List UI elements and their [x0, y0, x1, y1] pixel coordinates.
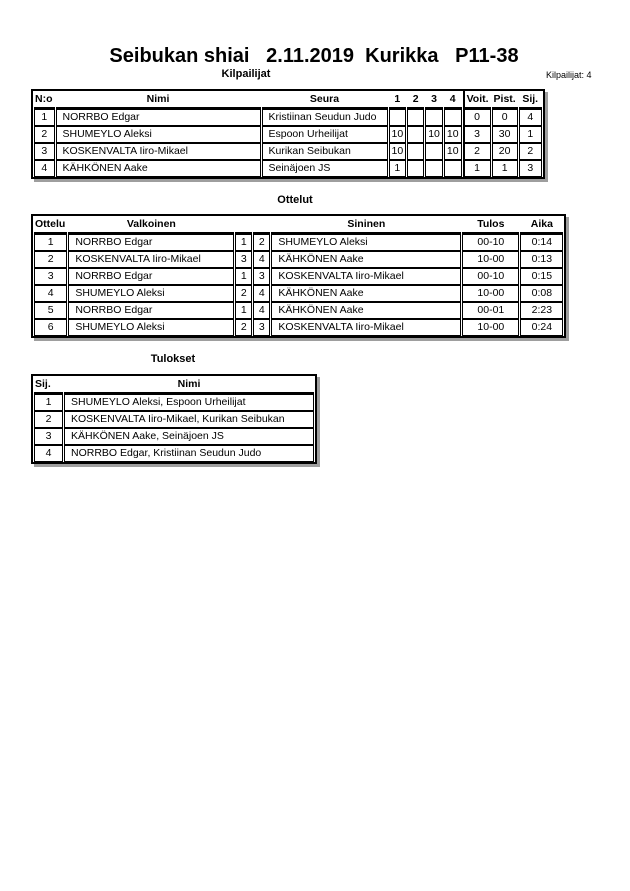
table-cell [407, 109, 424, 126]
table-cell: 1 [235, 268, 252, 285]
table-cell: KÄHKÖNEN Aake, Seinäjoen JS [64, 428, 314, 445]
table-cell: KÄHKÖNEN Aake [271, 285, 461, 302]
table-cell: 4 [34, 285, 67, 302]
table-cell: KOSKENVALTA Iiro-Mikael [271, 268, 461, 285]
table-cell: 6 [34, 319, 67, 336]
table-cell: 3 [34, 428, 63, 445]
table-cell: 0:14 [520, 234, 563, 251]
table-cell: 30 [492, 126, 518, 143]
table-row [34, 251, 563, 268]
table-cell: 3 [34, 268, 67, 285]
table-cell [407, 126, 424, 143]
table-cell: 1 [235, 234, 252, 251]
table-cell: KOSKENVALTA Iiro-Mikael [271, 319, 461, 336]
table-cell: 10 [389, 126, 407, 143]
table-header-row [34, 91, 542, 109]
column-header-no: N:o [34, 91, 55, 109]
table-cell: NORRBO Edgar [68, 302, 234, 319]
table-cell: 1 [492, 160, 518, 177]
table-cell: 1 [34, 234, 67, 251]
column-header-place: Sij. [34, 376, 63, 394]
table-cell [425, 109, 443, 126]
column-header-score: Tulos [462, 216, 519, 234]
column-header-club: Seura [262, 91, 388, 109]
table-cell: 4 [34, 160, 55, 177]
matches-heading: Ottelut [277, 194, 313, 206]
competitors-table-grid [33, 91, 543, 177]
table-row [34, 428, 314, 445]
column-header-opp2: 2 [407, 91, 424, 109]
table-cell [407, 160, 424, 177]
column-header-name: Nimi [56, 91, 261, 109]
table-row [34, 445, 314, 462]
column-header-points: Pist. [492, 91, 518, 109]
table-row [34, 160, 542, 177]
table-cell: SHUMEYLO Aleksi [68, 285, 234, 302]
table-cell [444, 160, 462, 177]
column-header-opp4: 4 [444, 91, 462, 109]
column-header-name: Nimi [64, 376, 314, 394]
column-header-white-number [235, 216, 252, 234]
table-cell: 0 [463, 109, 491, 126]
table-row [34, 302, 563, 319]
table-cell: 10-00 [462, 319, 519, 336]
table-cell: 10-00 [462, 285, 519, 302]
page-title: Seibukan shiai 2.11.2019 Kurikka P11-38 [109, 45, 519, 67]
table-cell: 2 [34, 251, 67, 268]
table-cell: 5 [34, 302, 67, 319]
table-cell: 1 [463, 160, 491, 177]
table-cell: NORRBO Edgar [68, 268, 234, 285]
table-cell: 2:23 [520, 302, 563, 319]
table-cell: KOSKENVALTA Iiro-Mikael [68, 251, 234, 268]
table-cell: Seinäjoen JS [262, 160, 388, 177]
column-header-match: Ottelu [34, 216, 67, 234]
table-header-row [34, 376, 314, 394]
column-header-place: Sij. [519, 91, 542, 109]
table-cell: 10 [425, 126, 443, 143]
table-cell: 2 [463, 143, 491, 160]
table-cell: KÄHKÖNEN Aake [56, 160, 261, 177]
table-cell: 10 [444, 143, 462, 160]
table-row [34, 394, 314, 411]
column-header-blue-number [253, 216, 270, 234]
competitors-table [31, 89, 545, 179]
table-cell: 2 [34, 126, 55, 143]
table-cell: 00-01 [462, 302, 519, 319]
table-cell: 1 [235, 302, 252, 319]
table-cell: 1 [34, 394, 63, 411]
table-cell: KOSKENVALTA Iiro-Mikael, Kurikan Seibukan [64, 411, 314, 428]
table-row [34, 143, 542, 160]
table-row [34, 126, 542, 143]
table-cell: 1 [519, 126, 542, 143]
column-header-opp3: 3 [425, 91, 443, 109]
table-cell: 1 [389, 160, 407, 177]
table-row [34, 109, 542, 126]
table-cell: 4 [253, 302, 270, 319]
table-cell: 2 [253, 234, 270, 251]
table-cell: 3 [253, 319, 270, 336]
table-cell: 4 [519, 109, 542, 126]
table-cell [425, 160, 443, 177]
table-cell: SHUMEYLO Aleksi [56, 126, 261, 143]
column-header-opp1: 1 [389, 91, 407, 109]
results-table-grid [33, 376, 315, 462]
table-cell: KOSKENVALTA Iiro-Mikael [56, 143, 261, 160]
table-cell: 2 [519, 143, 542, 160]
table-cell: 10 [389, 143, 407, 160]
table-cell [425, 143, 443, 160]
table-cell: 4 [253, 251, 270, 268]
table-cell: 4 [34, 445, 63, 462]
column-header-wins: Voit. [463, 91, 491, 109]
table-header-row [34, 216, 563, 234]
table-cell: 3 [34, 143, 55, 160]
table-cell: Kristiinan Seudun Judo [262, 109, 388, 126]
table-cell: 3 [519, 160, 542, 177]
table-cell: SHUMEYLO Aleksi [68, 319, 234, 336]
table-cell: 10-00 [462, 251, 519, 268]
results-table [31, 374, 317, 464]
table-cell: 3 [253, 268, 270, 285]
table-cell: 3 [235, 251, 252, 268]
results-heading: Tulokset [150, 353, 196, 365]
table-cell: 2 [34, 411, 63, 428]
table-row [34, 285, 563, 302]
table-cell: 3 [463, 126, 491, 143]
table-cell: Espoon Urheilijat [262, 126, 388, 143]
table-cell [389, 109, 407, 126]
table-cell: 2 [235, 319, 252, 336]
table-cell: 1 [34, 109, 55, 126]
matches-table [31, 214, 566, 338]
table-cell [407, 143, 424, 160]
table-cell: 10 [444, 126, 462, 143]
table-cell: 0 [492, 109, 518, 126]
table-row [34, 268, 563, 285]
table-cell: 00-10 [462, 234, 519, 251]
table-cell: Kurikan Seibukan [262, 143, 388, 160]
table-cell: NORRBO Edgar, Kristiinan Seudun Judo [64, 445, 314, 462]
table-cell: NORRBO Edgar [68, 234, 234, 251]
table-cell: 0:13 [520, 251, 563, 268]
table-cell: 0:24 [520, 319, 563, 336]
table-cell: NORRBO Edgar [56, 109, 261, 126]
table-cell: KÄHKÖNEN Aake [271, 251, 461, 268]
table-cell: KÄHKÖNEN Aake [271, 302, 461, 319]
table-row [34, 319, 563, 336]
table-row [34, 234, 563, 251]
table-cell: 00-10 [462, 268, 519, 285]
table-cell: 0:08 [520, 285, 563, 302]
table-cell: SHUMEYLO Aleksi [271, 234, 461, 251]
competitors-count: Kilpailijat: 4 [546, 70, 592, 80]
column-header-time: Aika [520, 216, 563, 234]
table-row [34, 411, 314, 428]
table-cell: 20 [492, 143, 518, 160]
column-header-white: Valkoinen [68, 216, 234, 234]
column-header-blue: Sininen [271, 216, 461, 234]
table-cell: 2 [235, 285, 252, 302]
competitors-heading: Kilpailijat [221, 68, 271, 80]
matches-table-grid [33, 216, 564, 336]
table-cell: 0:15 [520, 268, 563, 285]
table-cell: SHUMEYLO Aleksi, Espoon Urheilijat [64, 394, 314, 411]
table-cell [444, 109, 462, 126]
table-cell: 4 [253, 285, 270, 302]
